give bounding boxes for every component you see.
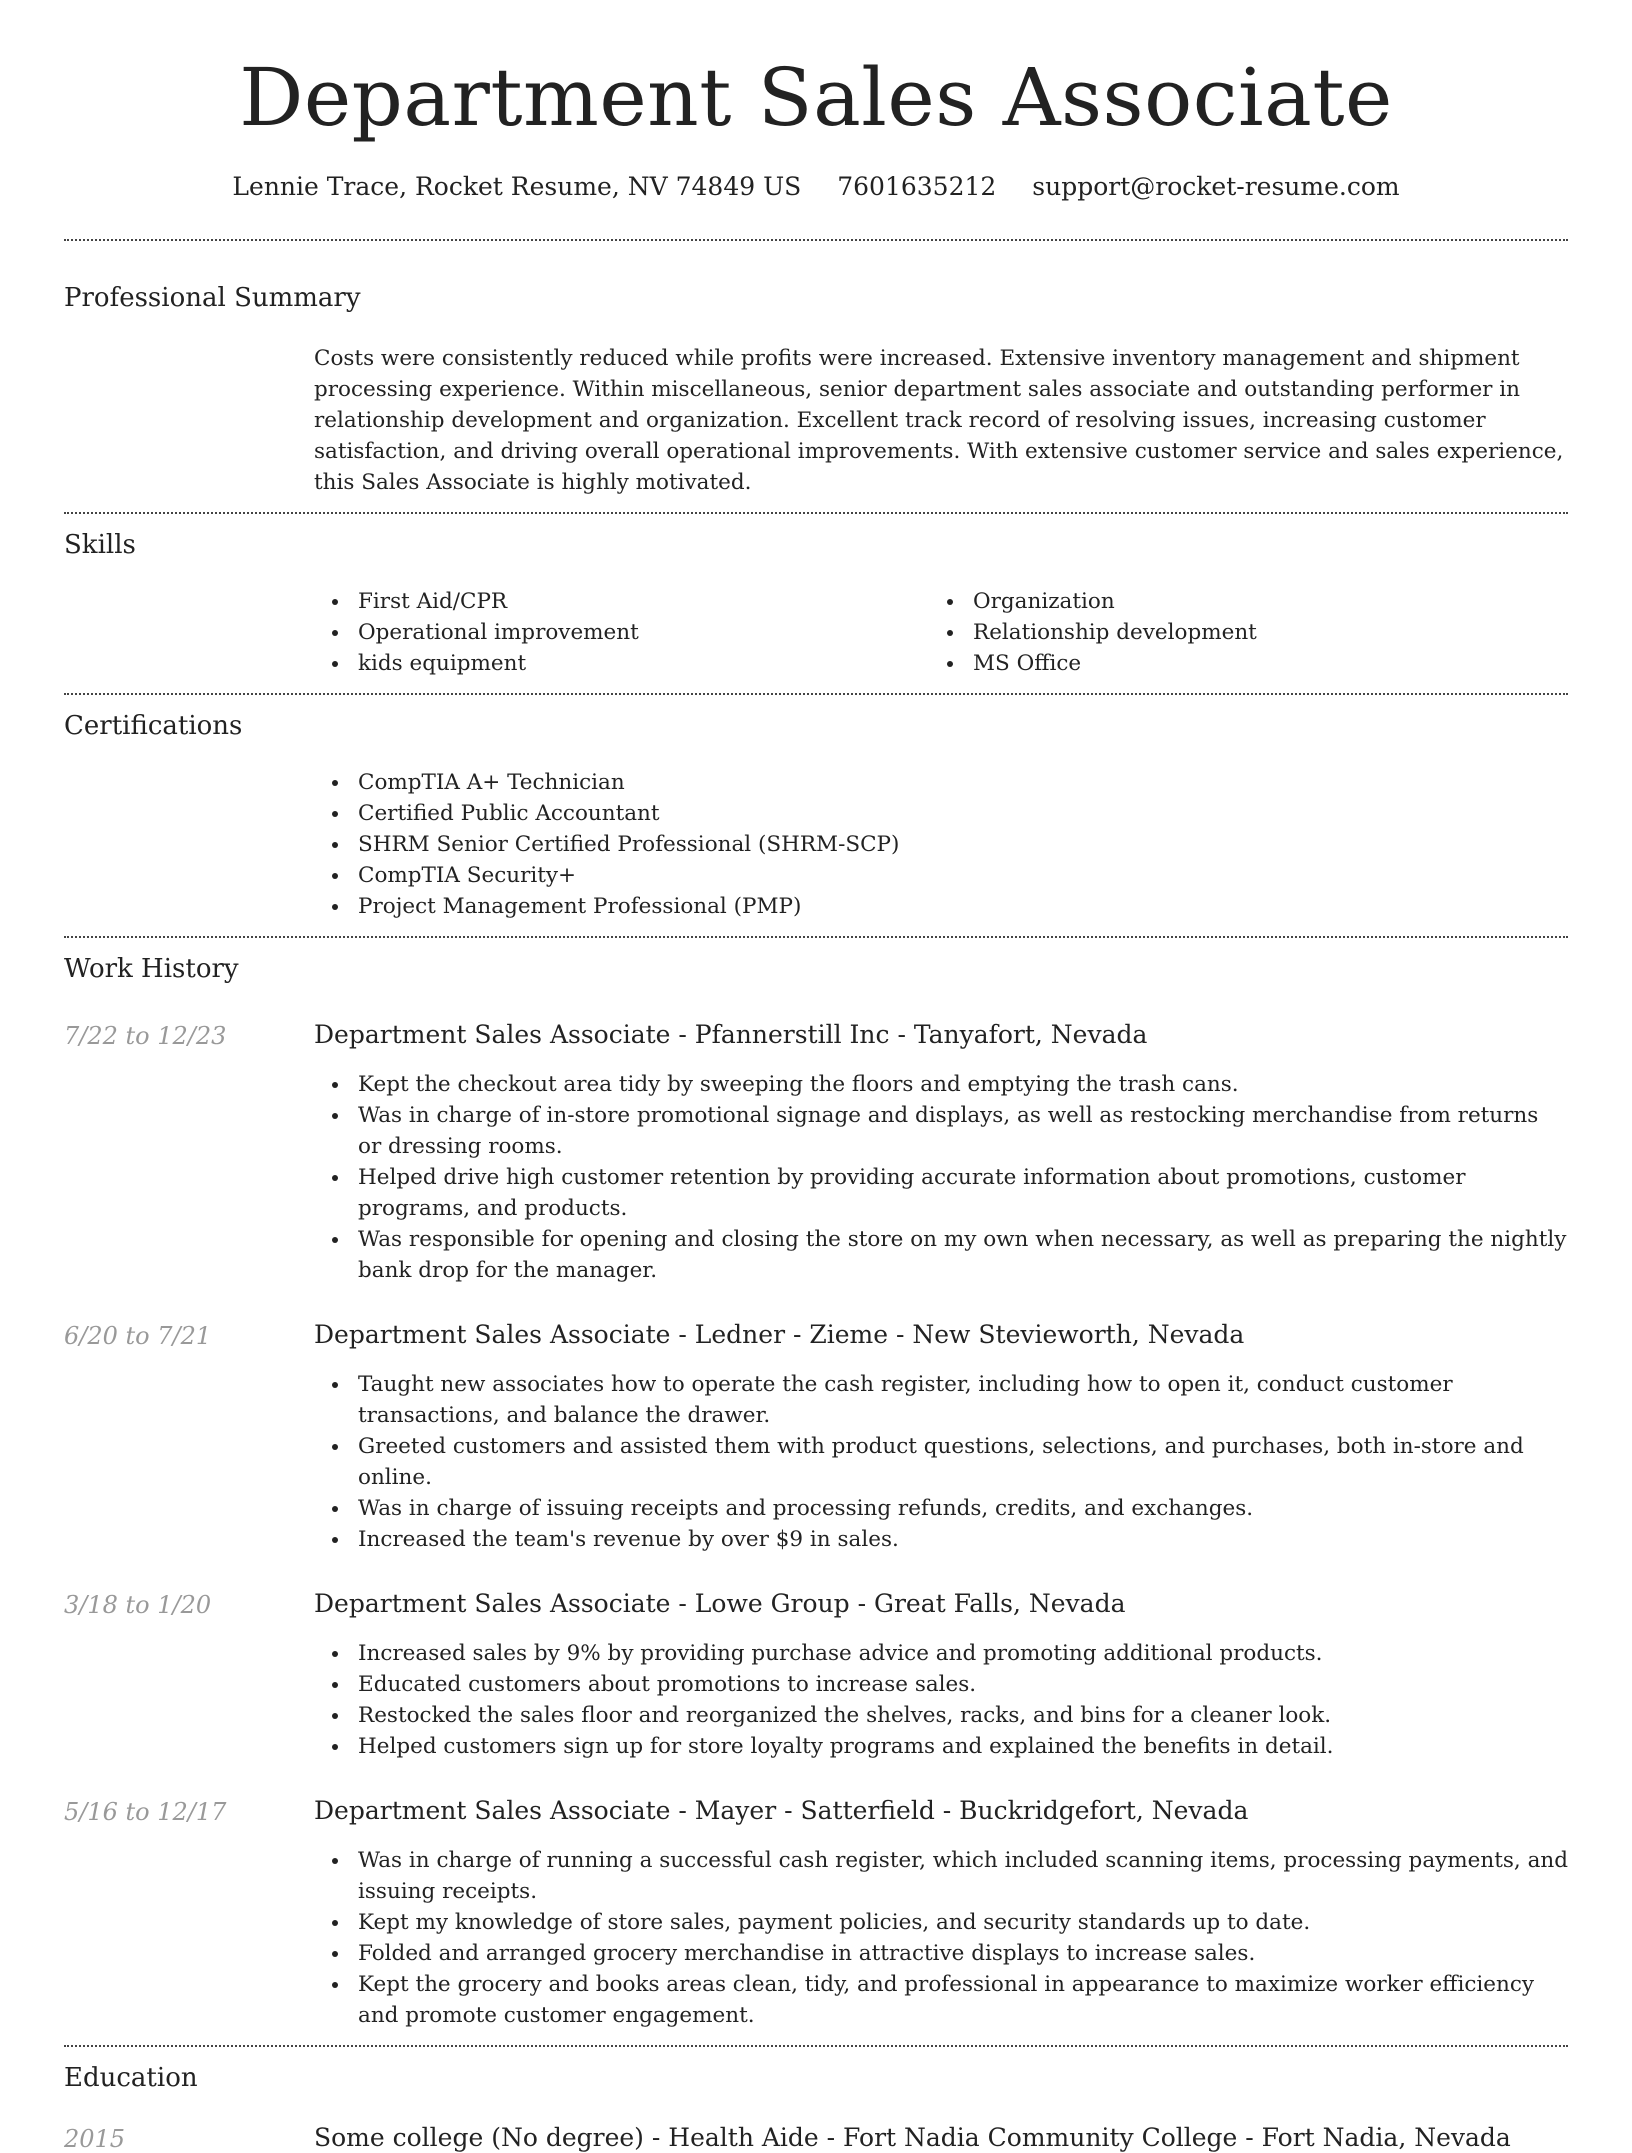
job-bullet: Helped customers sign up for store loyalty programs and explained the benefits in detail. bbox=[358, 1731, 1568, 1762]
job-entry bbox=[64, 1591, 1568, 1762]
skill-item: kids equipment bbox=[358, 648, 929, 679]
job-bullet: Educated customers about promotions to increase sales. bbox=[358, 1669, 1568, 1700]
job-entry bbox=[64, 1798, 1568, 2045]
job-entry bbox=[64, 1022, 1568, 1286]
education-year: 2015 bbox=[64, 2125, 126, 2153]
skill-item: Relationship development bbox=[973, 617, 1544, 648]
section-title-summary: Professional Summary bbox=[64, 283, 361, 313]
certification-item: SHRM Senior Certified Professional (SHRM-SCP) bbox=[358, 829, 1568, 860]
job-dates: 7/22 to 12/23 bbox=[64, 1022, 227, 1050]
job-bullet: Kept the checkout area tidy by sweeping the floors and emptying the trash cans. bbox=[358, 1069, 1568, 1100]
job-bullet: Taught new associates how to operate the cash register, including how to open it, conduct customer transactions, and balance the drawer. bbox=[358, 1369, 1568, 1431]
divider bbox=[64, 936, 1568, 938]
divider bbox=[64, 2045, 1568, 2047]
job-bullet: Was in charge of issuing receipts and processing refunds, credits, and exchanges. bbox=[358, 1493, 1568, 1524]
resume-title: Department Sales Associate bbox=[239, 51, 1393, 144]
education-entry bbox=[64, 2125, 1568, 2151]
skills-column-right bbox=[929, 586, 1544, 679]
job-bullet: Was responsible for opening and closing the store on my own when necessary, as well as preparing the nightly bank drop for the manager. bbox=[358, 1224, 1568, 1286]
skills-list bbox=[314, 586, 1568, 693]
certification-item: CompTIA Security+ bbox=[358, 860, 1568, 891]
skill-item: MS Office bbox=[973, 648, 1544, 679]
certification-item: Certified Public Accountant bbox=[358, 798, 1568, 829]
divider bbox=[64, 512, 1568, 514]
job-bullet: Greeted customers and assisted them with product questions, selections, and purchases, both in-store and online. bbox=[358, 1431, 1568, 1493]
job-bullet: Kept the grocery and books areas clean, tidy, and professional in appearance to maximize worker efficiency and promote customer engagement. bbox=[358, 1969, 1568, 2031]
job-bullet: Restocked the sales floor and reorganized the shelves, racks, and bins for a cleaner look. bbox=[358, 1700, 1568, 1731]
job-title: Department Sales Associate - Mayer - Satterfield - Buckridgefort, Nevada bbox=[314, 1796, 1249, 1825]
skill-item: Organization bbox=[973, 586, 1544, 617]
skill-item: Operational improvement bbox=[358, 617, 929, 648]
job-bullet: Folded and arranged grocery merchandise in attractive displays to increase sales. bbox=[358, 1938, 1568, 1969]
job-bullet: Increased sales by 9% by providing purchase advice and promoting additional products. bbox=[358, 1638, 1568, 1669]
job-title: Department Sales Associate - Ledner - Zieme - New Stevieworth, Nevada bbox=[314, 1320, 1245, 1349]
job-title: Department Sales Associate - Pfannerstill Inc - Tanyafort, Nevada bbox=[314, 1020, 1148, 1049]
contact-email: support@rocket-resume.com bbox=[1032, 172, 1400, 201]
section-title-work-history: Work History bbox=[64, 954, 239, 984]
section-title-education: Education bbox=[64, 2063, 198, 2093]
section-title-skills: Skills bbox=[64, 530, 136, 560]
resume-page bbox=[64, 0, 1568, 2151]
education-details: Some college (No degree) - Health Aide - Fort Nadia Community College - Fort Nadia, Nevada bbox=[314, 2123, 1511, 2152]
job-title: Department Sales Associate - Lowe Group - Great Falls, Nevada bbox=[314, 1589, 1126, 1618]
job-dates: 5/16 to 12/17 bbox=[64, 1798, 227, 1826]
section-title-certifications: Certifications bbox=[64, 711, 243, 741]
work-history-list bbox=[64, 1022, 1568, 2045]
contact-phone: 7601635212 bbox=[837, 172, 997, 201]
skills-column-left bbox=[314, 586, 929, 679]
job-dates: 6/20 to 7/21 bbox=[64, 1322, 212, 1350]
job-bullet: Kept my knowledge of store sales, payment policies, and security standards up to date. bbox=[358, 1907, 1568, 1938]
certification-item: Project Management Professional (PMP) bbox=[358, 891, 1568, 922]
certification-item: CompTIA A+ Technician bbox=[358, 767, 1568, 798]
divider bbox=[64, 693, 1568, 695]
job-bullet: Increased the team's revenue by over $9 in sales. bbox=[358, 1524, 1568, 1555]
divider bbox=[64, 239, 1568, 241]
job-entry bbox=[64, 1322, 1568, 1555]
job-dates: 3/18 to 1/20 bbox=[64, 1591, 212, 1619]
contact-address: Lennie Trace, Rocket Resume, NV 74849 US bbox=[232, 172, 802, 201]
skill-item: First Aid/CPR bbox=[358, 586, 929, 617]
job-bullet: Was in charge of in-store promotional signage and displays, as well as restocking merchandise from returns or dressing rooms. bbox=[358, 1100, 1568, 1162]
summary-text: Costs were consistently reduced while profits were increased. Extensive inventory management and shipment processing experience. Within miscellaneous, senior department sales associate and outstanding performer in relationship development and organization. Excellent track record of resolving issues, increasing customer satisfaction, and driving overall operational improvements. With extensive customer service and sales experience, this Sales Associate is highly motivated. bbox=[314, 346, 1564, 495]
contact-line bbox=[64, 174, 1568, 199]
certifications-list bbox=[314, 767, 1568, 936]
job-bullet: Was in charge of running a successful cash register, which included scanning items, processing payments, and issuing receipts. bbox=[358, 1845, 1568, 1907]
job-bullet: Helped drive high customer retention by providing accurate information about promotions, customer programs, and products. bbox=[358, 1162, 1568, 1224]
